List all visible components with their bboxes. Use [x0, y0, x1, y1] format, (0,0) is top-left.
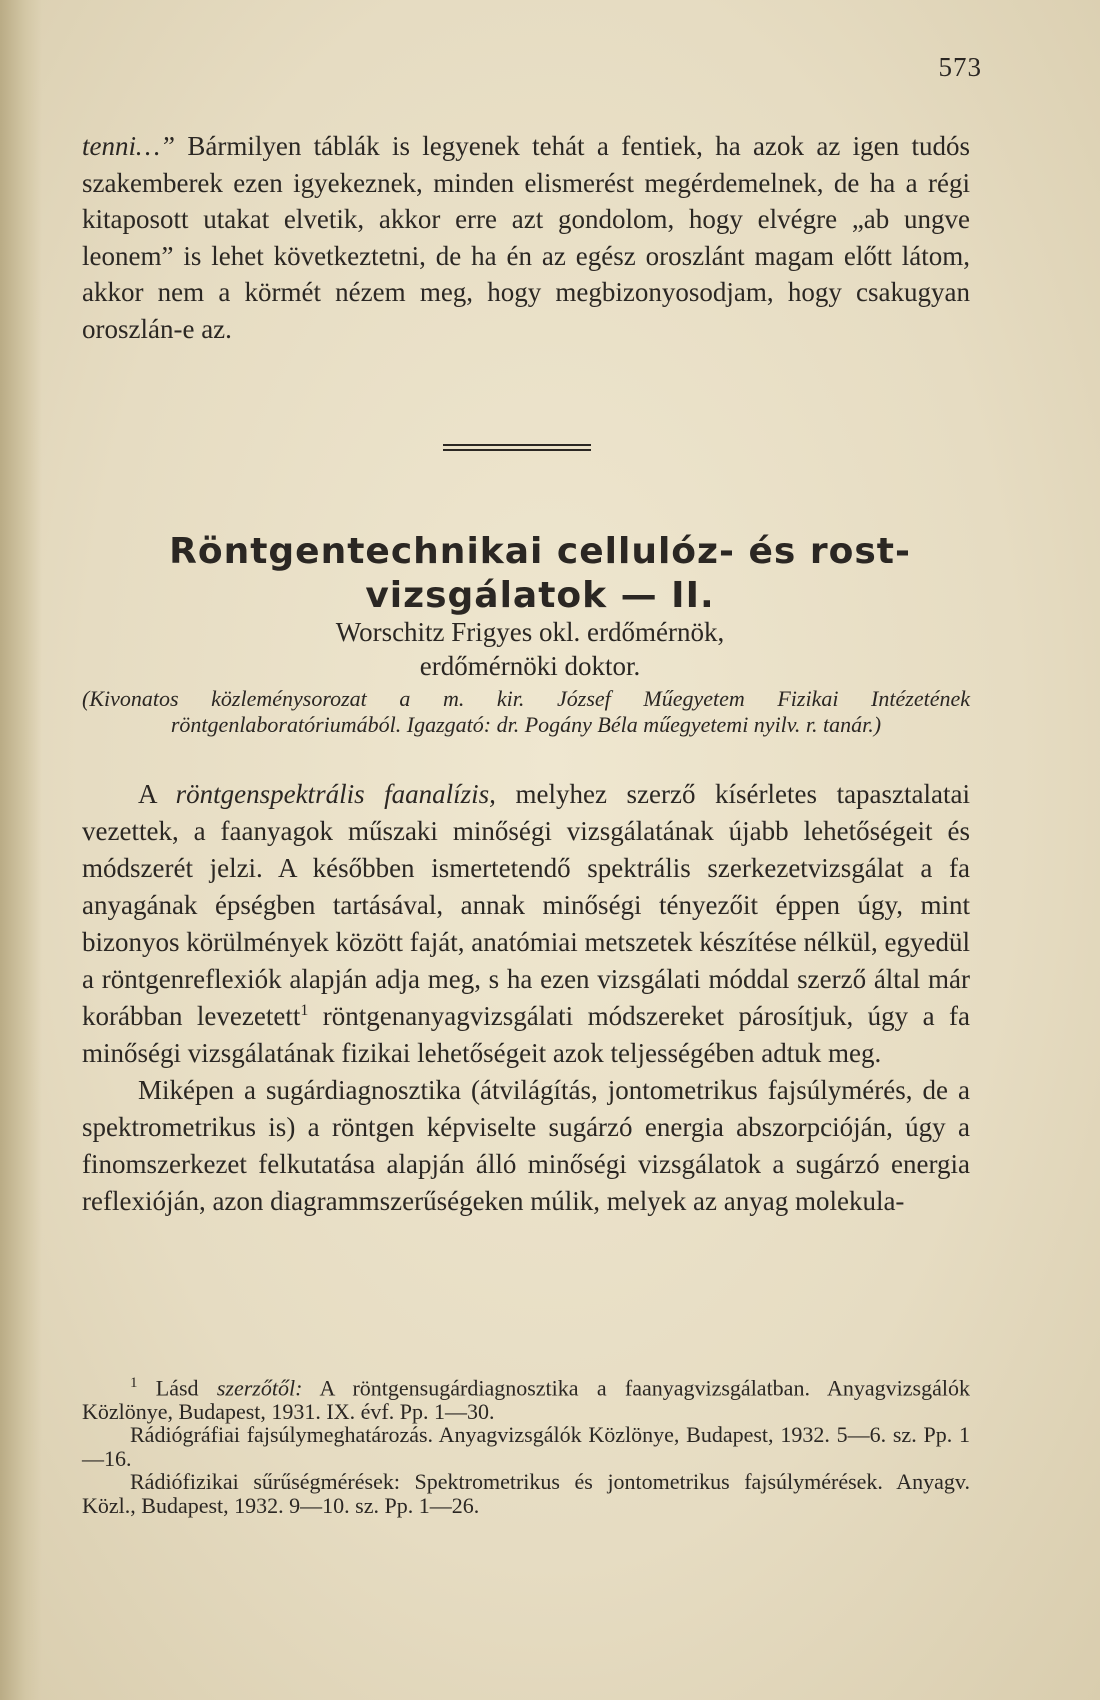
article-title-line1: Röntgentechnikai cellulóz- és rost-: [169, 531, 911, 572]
author-byline: [80, 615, 980, 683]
intro-paragraph: [82, 128, 970, 347]
intro-text: Bármilyen táblák is legyenek tehát a fentiek, ha azok az igen tudós szakemberek ezen igyekeznek, minden elismerést megérdemelnek, de ha a régi kitaposott utakat elvetik, akkor erre azt gondolom, hogy elvégre „ab ungve leonem” is lehet következtetni, de ha én az egész oroszlánt magam előtt látom, akkor nem a körmét nézem meg, hogy megbizonyosodjam, hogy csakugyan oroszlán-e az.: [82, 131, 970, 344]
author-line1: Worschitz Frigyes okl. erdőmérnök,: [335, 617, 725, 647]
p1-middle: melyhez szerző kísérletes tapasztalatai vezettek, a faanyagok műszaki minőségi vizsgálatának újabb lehetőségeit és módszerét jelzi. A későbben ismertetendő spektrális szerkezetvizsgálat a fa anyagának épségben tartásával, annak minőségi tényezőit éppen úgy, mint bizonyos körülmények között faját, anatómiai metszetek készítése nélkül, egyedül a röntgenreflexiók alapján adja meg, s ha ezen vizsgálati móddal szerző által már korábban levezetett: [82, 779, 970, 1031]
footnote-1-text: A röntgensugárdiagnosztika a faanyagvizsgálatban. Anyagvizsgálók Közlönye, Budapest, 1931. IX. évf. Pp. 1—30.: [82, 1375, 970, 1424]
footnote-2: Rádiógráfiai fajsúlymeghatározás. Anyagvizsgálók Közlönye, Budapest, 1932. 5—6. sz. Pp. 1—16.: [82, 1422, 970, 1471]
footnote-ref: 1: [300, 1002, 309, 1019]
p1-end: röntgenanyagvizsgálati módszereket párosítjuk, úgy a fa minőségi vizsgálatának fizikai lehetőségeit azok teljességében adtuk meg.: [82, 1001, 970, 1068]
main-text: [82, 776, 970, 1220]
article-title: [90, 530, 990, 618]
p1-start: A: [138, 779, 176, 809]
paragraph-1: [82, 776, 970, 1072]
footnote-1: [82, 1372, 970, 1423]
footnote-1-author: szerzőtől:: [216, 1375, 303, 1401]
author-line2: erdőmérnöki doktor.: [419, 651, 641, 681]
book-spine-shadow: [0, 0, 42, 1700]
paragraph-2: Miképen a sugárdiagnosztika (átvilágítás, jontometrikus fajsúlymérés, de a spektrometrikus is) a röntgen képviselte sugárzó energia abszorpcióján, úgy a finomszerkezet felkutatása alapján álló minőségi vizsgálatok a sugárzó energia reflexióján, azon diagrammszerűségeken múlik, melyek az anyag molekula-: [82, 1075, 970, 1216]
footnote-3: Rádiófizikai sűrűségmérések: Spektrometrikus és jontometrikus fajsúlymérések. Anyagv. Közl., Budapest, 1932. 9—10. sz. Pp. 1—26.: [82, 1469, 970, 1518]
article-title-line2: vizsgálatok — II.: [365, 575, 715, 616]
abstract-note: (Kivonatos közleménysorozat a m. kir. József Műegyetem Fizikai Intézetének röntgenlaboratóriumából. Igazgató: dr. Pogány Béla műegyetemi nyilv. r. tanár.): [82, 686, 970, 737]
section-divider: [443, 444, 591, 454]
footnote-1-start: Lásd: [137, 1375, 217, 1401]
page-number: 573: [938, 52, 982, 82]
footnote-1-mark: 1: [130, 1375, 138, 1391]
p1-italic-term: röntgenspektrális faanalízis,: [175, 779, 496, 809]
footnotes: [82, 1372, 970, 1517]
intro-lead: tenni…”: [82, 131, 176, 161]
